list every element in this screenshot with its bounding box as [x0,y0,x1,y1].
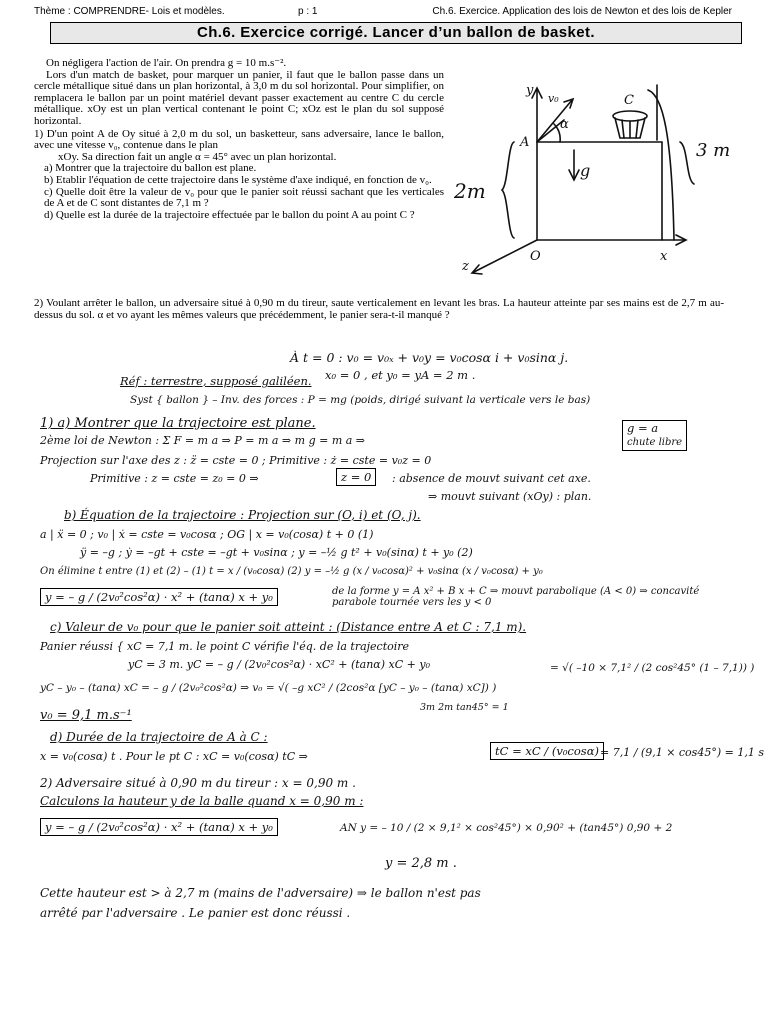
duration-numeric: = 7,1 / (9,1 × cos45°) = 1,1 s [600,746,764,759]
z-comment: : absence de mouvt suivant cet axe. [392,472,591,485]
newton-law: 2ème loi de Newton : Σ F = m a ⇒ P = m a ⇒ m g = m a ⇒ [40,434,366,447]
diagram-label-3m: 3 m [696,140,731,161]
primitive-z: Primitive : z = cste = z₀ = 0 ⇒ [90,472,259,485]
part-2-calc: Calculons la hauteur y de la balle quand x = 0,90 m : [40,794,364,808]
part-2-equation-box: y = – g / (2v₀²cos²α) · x² + (tanα) x + y₀ [40,818,278,836]
newton-result: g = a [627,421,659,435]
diagram-label-alpha: α [560,117,569,132]
page-title: Ch.6. Exercice corrigé. Lancer d’un ballon de basket. [50,22,742,44]
part-2-title: 2) Adversaire situé à 0,90 m du tireur : x = 0,90 m . [40,776,356,790]
diagram-label-z: z [462,259,469,274]
part-2-result: y = 2,8 m . [385,856,457,871]
init-velocity: À t = 0 : v₀ = v₀ₓ + v₀y = v₀cosα i + v₀sinα j. [290,350,569,365]
basket-success-2: yC = 3 m. yC = – g / (2v₀²cos²α) · xC² + (tanα) xC + y₀ [128,658,430,671]
diagram-label-y: y [526,83,534,98]
conclusion-1: Cette hauteur est > à 2,7 m (mains de l'adversaire) ⇒ le ballon n'est pas [40,886,481,900]
diagram-label-A: A [520,135,530,150]
trajectory-comment: de la forme y = A x² + B x + C ⇒ mouvt parabolique (A < 0) ⇒ concavité parabole tournée vers les y < 0 [332,586,700,608]
diagram-label-g: g [580,161,591,180]
intro-line-2: Lors d'un match de basket, pour marquer un panier, il faut que le ballon passe dans un cercle métallique situé dans un plan horizontal, à 3,0 m du sol horizontal. Pour simplifier, on remplacera le ballon par un point matériel devant passer exactement au centre C du cercle métallique. xOy est un plan vertical contenant le point C; xOz est le plan du sol supposé horizontal. [34,68,444,127]
z-axis [474,240,537,272]
brace-2m [502,142,514,238]
z-comment-2: ⇒ mouvt suivant (xOy) : plan. [428,490,592,503]
question-2: 2) Voulant arrêter le ballon, un adversaire situé à 0,90 m du tireur, saute verticalement en levant les bras. La hauteur atteinte par ses mains est de 2,7 m au-dessus du sol. α et vo ayant les mêmes valeurs que précédemment, le panier sera-t-il manqué ? [34,297,724,321]
part-b-title: b) Équation de la trajectoire : Projection sur (O, i) et (O, j). [64,508,421,522]
header-page: p : 1 [298,6,318,17]
question-1c: c) Quelle doit être la valeur de v₀ pour que le panier soit réussi sachant que les verticales de A et de C sont distantes de 7,1 m ? [44,185,444,210]
trajectory-equation-box: y = – g / (2v₀²cos²α) · x² + (tanα) x + y₀ [40,588,278,606]
newton-result-box [622,420,687,451]
reference-frame: Réf : terrestre, supposé galiléen. [120,374,312,388]
init-position: x₀ = 0 , et y₀ = yA = 2 m . [325,368,476,382]
question-1a: a) Montrer que la trajectoire du ballon est plane. [44,162,257,175]
part-b-y: ÿ = –g ; ẏ = –gt + cste = –gt + v₀sinα ; y = –½ g t² + v₀(sinα) t + y₀ (2) [80,546,473,559]
solve-v0: yC – y₀ – (tanα) xC = – g / (2v₀²cos²α) ⇒ v₀ = √( –g xC² / (2cos²α [yC – y₀ – (tanα) xC]) ) [40,682,497,694]
part-2-numeric: AN y = – 10 / (2 × 9,1² × cos²45°) × 0,90² + (tan45°) 0,90 + 2 [340,822,673,834]
projection-z: Projection sur l'axe des z : z̈ = cste = 0 ; Primitive : ż = cste = v₀z = 0 [40,454,432,467]
v0-result: v₀ = 9,1 m.s⁻¹ [40,708,132,723]
part-c-title: c) Valeur de v₀ pour que le panier soit atteint : (Distance entre A et C : 7,1 m). [50,620,527,634]
diagram-label-C: C [624,93,634,108]
part-d-title: d) Durée de la trajectoire de A à C : [50,730,268,744]
z-equals-zero: z = 0 [336,468,376,486]
question-1d: d) Quelle est la durée de la trajectoire effectuée par le ballon du point A au point C ? [44,208,415,221]
v0-numeric: = √( –10 × 7,1² / (2 cos²45° (1 – 7,1)) ) [550,662,755,674]
page-header [34,6,732,20]
question-1b: xOy. Sa direction fait un angle α = 45° avec un plan horizontal. [58,150,337,163]
diagram-label-v0: v₀ [548,92,559,105]
diagram-label-x: x [660,249,668,264]
units-note: 3m 2m tan45° = 1 [420,702,509,713]
question-2-block [34,298,724,321]
question-1: 1) D'un point A de Oy situé à 2,0 m du sol, un basketteur, sans adversaire, lance le ballon, avec une vitesse v₀, contenue dans le plan [34,127,444,152]
trajectory-curve [648,90,674,240]
question-1b-eq: b) Etablir l'équation de cette trajectoire dans le système d'axe indiqué, en fonction de v₀. [44,173,432,186]
basket-success: Panier réussi { xC = 7,1 m. le point C vérifie l'éq. de la trajectoire [40,640,410,653]
duration-eq: x = v₀(cosα) t . Pour le pt C : xC = v₀(cosα) tC ⇒ [40,750,308,763]
diagram-label-2m: 2m [454,179,486,203]
diagram-label-O: O [530,249,541,264]
part-a-title: 1) a) Montrer que la trajectoire est plane. [40,416,316,431]
intro-line-1: On négligera l'action de l'air. On prendra g = 10 m.s⁻². [46,57,287,69]
hoop [613,111,647,121]
statement [34,58,444,221]
duration-box: tC = xC / (v₀cosα) [490,742,604,760]
header-chapter: Ch.6. Exercice. Application des lois de Newton et des lois de Kepler [432,6,732,17]
part-b-eliminate: On élimine t entre (1) et (2) – (1) t = x / (v₀cosα) (2) y = –½ g (x / v₀cosα)² + v₀sinα (x / v₀cosα) + y₀ [40,566,543,577]
header-theme: Thème : COMPRENDRE- Lois et modèles. [34,6,225,17]
free-fall: chute libre [627,437,683,448]
part-b-x: a | ẍ = 0 ; v₀ | ẋ = cste = v₀cosα ; OG | x = v₀(cosα) t + 0 (1) [40,528,374,541]
basket-diagram [452,80,742,285]
system-forces: Syst { ballon } – Inv. des forces : P = mg (poids, dirigé suivant la verticale vers le bas) [130,394,591,406]
conclusion-2: arrêté par l'adversaire . Le panier est donc réussi . [40,906,351,920]
